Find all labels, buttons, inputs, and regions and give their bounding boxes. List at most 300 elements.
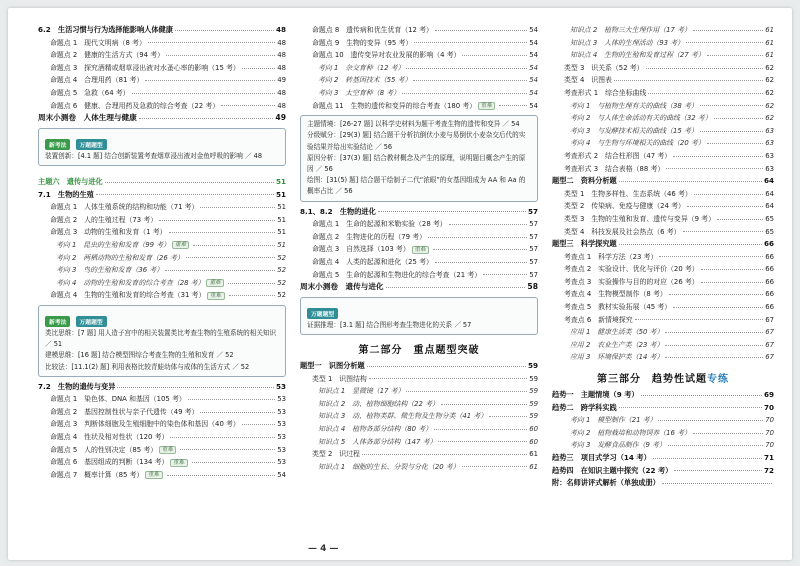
difficulty-tag: 重难 [412,246,429,254]
dot-leader [700,105,763,106]
dot-leader [117,387,274,388]
dot-leader [666,168,763,169]
toc-section [300,24,538,112]
entry-title: 题型一 识图分析题 [300,360,365,370]
entry-page: 59 [529,412,538,421]
dot-leader [686,42,763,43]
toc-entry [38,252,286,265]
entry-title: 考查形式 1 综合坐标曲线 [564,88,647,97]
entry-page: 48 [277,51,286,60]
dot-leader [413,80,527,81]
entry-title: 主题六 遗传与进化 [38,176,103,186]
entry-title: 命题点 1 染色体、DNA 和基因（105 考） [50,395,186,404]
entry-title: 类型 3 识关系（52 考） [564,63,644,72]
dot-leader [693,30,763,31]
entry-title: 考向 2 植物栽培和动物饲养（16 考） [570,428,691,437]
entry-title: 类型 2 传染病、免疫与健康（24 考） [564,202,685,211]
dot-leader [707,55,764,56]
entry-title: 知识点 1 细胞的生长、分裂与分化（20 考） [318,462,460,471]
entry-page: 62 [765,88,774,97]
dot-leader [659,256,763,257]
toc-entry [38,214,286,227]
entry-page: 48 [277,88,286,97]
dot-leader [242,68,275,69]
toc-entry [38,277,286,290]
toc-entry [300,360,538,373]
entry-title: 题型三 科学探究题 [552,239,617,249]
entry-title: 知识点 5 人体各部分结构（147 考） [318,437,437,446]
dot-leader [641,395,762,396]
entry-title: 趋势三 项目式学习（14 考） [552,453,651,462]
dot-leader [221,105,275,106]
toc-entry [552,112,774,125]
dot-leader [668,445,763,446]
entry-page: 48 [277,63,286,72]
toc-entry [552,414,774,427]
entry-page: 61 [765,51,774,60]
difficulty-tag: 重难 [145,471,162,479]
dot-leader [646,68,764,69]
entry-title: 类型 1 生物多样性、生态系统（46 考） [564,189,692,198]
dot-leader [665,357,763,358]
entry-title: 趋势二 跨学科实践 [552,402,617,412]
dot-leader [483,274,527,275]
entry-title: 类型 1 识图结构 [312,374,367,383]
toc-entry [38,176,286,189]
dot-leader [619,181,762,182]
toc-entry [38,24,286,37]
dot-leader [175,30,274,31]
entry-title: 命题点 9 生物的变异（95 考） [312,38,413,47]
toc-entry [38,393,286,406]
dot-leader [665,332,763,333]
toc-entry [552,163,774,176]
toc-entry [552,351,774,364]
entry-title: 考向 2 转基因技术（55 考） [318,76,412,85]
dot-leader [369,378,527,379]
entry-title: 命题点 2 健康的生活方式（94 考） [50,51,165,60]
entry-page: 52 [277,291,286,300]
part-title: 第三部分 趋势性试题 [597,374,707,386]
dot-leader [386,287,526,288]
entry-title: 命题点 6 基因组成的判断（134 考） [50,458,169,467]
dot-leader [188,399,275,400]
dot-leader [717,219,763,220]
dot-leader [700,131,763,132]
dot-leader [139,118,274,119]
dot-leader [693,433,763,434]
entry-page: 52 [277,253,286,262]
column-1 [38,24,286,481]
toc-entry [552,226,774,239]
entry-title: 知识点 1 显微镜（17 考） [318,387,405,396]
entry-title: 命题点 4 生物的生殖和发育的综合考查（31 考） [50,291,206,300]
entry-title: 类型 4 科技发展及社会热点（6 考） [564,227,681,236]
tip-text: 分级赋分：[29(3) 题] 结合题干分析抗倒伏小麦与易倒伏小麦杂交后代的实验结果并给出实验结论 ／ 56 [307,131,526,151]
toc-entry [552,263,774,276]
dot-leader [658,420,763,421]
toc-entry [300,100,538,113]
entry-page: 58 [527,282,538,292]
entry-page: 51 [277,203,286,212]
toc-entry [300,461,538,474]
dot-leader [132,93,276,94]
dot-leader [145,80,275,81]
dot-leader [169,232,276,233]
entry-title: 考查形式 2 结合柱形图（47 考） [564,151,672,160]
toc-entry [38,49,286,62]
entry-page: 71 [763,453,774,462]
toc-entry [552,150,774,163]
tip-text: 类比思维：[7 题] 用人造子宫中的相关装置类比考查生物的生殖系统的相关知识 ／ 51 [45,328,277,349]
dot-leader [165,270,275,271]
dot-leader [159,220,275,221]
toc-entry [552,37,774,50]
tip-text: 原因分析：[37(3) 题] 结合教材概念及产生的原理，说明题目概念产生的原因 ／ 56 [307,153,526,173]
entry-title: 命题点 1 现代文明病（8 考） [50,38,146,47]
entry-title: 趋势一 主题情境（9 考） [552,390,639,400]
entry-page: 59 [529,387,538,396]
entry-title: 命题点 8 遗传病和优生优育（12 考） [312,26,433,34]
dot-leader [362,454,527,455]
toc-entry [300,410,538,423]
entry-page: 70 [763,402,774,412]
tip-text: 绘图：[31(5) 题] 结合题干绘制子二代“浓眼”的女基因组成为 AA 和 Aa 的概率占比 ／ 56 [307,176,526,196]
dot-leader [435,262,527,263]
column-3 [552,24,774,490]
toc-entry [552,100,774,113]
entry-title: 命题点 2 人的生殖过程（73 考） [50,215,158,224]
entry-title: 考查点 4 生物模型制作（8 考） [564,290,667,299]
entry-page: 48 [277,101,286,110]
entry-page: 59 [529,399,538,408]
dot-leader [489,416,527,417]
toc-entry [552,74,774,87]
toc-section [552,24,774,364]
tip-box [38,305,286,377]
entry-page: 62 [765,114,774,123]
toc-entry [552,402,774,415]
dot-leader [619,407,762,408]
entry-title: 类型 2 识过程 [312,450,360,459]
part-heading: 第二部分 重点题型突破 [358,344,480,356]
entry-title: 7.1 生物的生殖 [38,189,94,199]
entry-title: 知识点 3 人体的生理活动（93 考） [570,38,685,47]
entry-title: 命题点 4 性状及相对性状（120 考） [50,433,169,442]
toc-entry [552,24,774,37]
entry-page: 53 [277,445,286,454]
tip-text: 建模思维：[16 题] 结合模型图综合考查生物的生殖和发育 ／ 52 [45,351,234,360]
entry-page: 69 [763,390,774,400]
entry-page: 59 [527,360,538,370]
toc-entry [300,231,538,244]
toc-entry [552,427,774,440]
entry-page: 66 [765,290,774,299]
difficulty-tag: 重难 [159,446,176,454]
entry-page: 63 [765,151,774,160]
entry-title: 应用 2 农业生产类（23 考） [570,340,664,349]
toc-entry [552,477,774,490]
dot-leader [435,30,527,31]
entry-page: 57 [527,206,538,216]
entry-title: 考向 1 昆虫的生殖和发育（99 考） [56,240,171,249]
entry-title: 考向 2 两栖动物的生殖和发育（26 考） [56,253,184,262]
toc-entry [38,289,286,302]
entry-page: 62 [765,63,774,72]
toc-section [552,389,774,490]
entry-page: 70 [765,416,774,425]
dot-leader [441,404,527,405]
toc-entry [38,469,286,482]
toc-section [38,24,286,125]
toc-section [300,206,538,294]
entry-page: 66 [765,252,774,261]
entry-page: 67 [765,328,774,337]
entry-page: 67 [765,340,774,349]
toc-entry [38,264,286,277]
entry-title: 考向 1 杂交育种（12 考） [318,63,405,72]
dot-leader [96,194,274,195]
entry-title: 趋势四 在知识主题中探究（22 考） [552,465,673,475]
entry-title: 考查点 2 实验设计、优化与评价（20 考） [564,265,699,274]
toc-entry [552,49,774,62]
entry-title: 命题点 2 基因控制性状与亲子代遗传（49 考） [50,407,199,416]
entry-page: 65 [765,227,774,236]
dot-leader [378,211,526,212]
entry-title: 命题点 5 急救（64 考） [50,88,130,97]
entry-title: 周末小测卷 人体生理与健康 [38,113,137,123]
entry-title: 命题点 6 健康、合理用药及急救的综合考查（22 考） [50,101,220,110]
toc-entry [300,448,538,461]
dot-leader [701,269,764,270]
question-type-badge: 万题题型 [76,139,107,150]
toc-entry [38,37,286,50]
dot-leader [499,105,527,106]
dot-leader [433,249,527,250]
dot-leader [438,441,527,442]
entry-title: 考向 4 动物的生殖和发育的综合考查（28 考） [56,278,205,287]
dot-leader [406,68,527,69]
toc-entry [300,385,538,398]
entry-page: 51 [277,215,286,224]
entry-page: 61 [765,26,774,34]
toc-entry [38,62,286,75]
entry-page: 52 [277,266,286,275]
dot-leader [242,424,275,425]
entry-page: 64 [763,176,774,186]
entry-page: 51 [277,240,286,249]
entry-page: 66 [763,239,774,249]
toc-section [38,381,286,482]
toc-entry [38,87,286,100]
dot-leader [669,294,763,295]
dot-leader [673,156,763,157]
entry-page: 53 [277,420,286,429]
entry-page: 65 [765,214,774,223]
entry-title: 附：名师讲评式解析（单独成册） [552,478,660,488]
entry-page: 64 [765,189,774,198]
column-2 [300,24,538,473]
entry-page: 54 [277,470,286,479]
toc-entry [300,256,538,269]
entry-page: 70 [765,441,774,450]
entry-page: 63 [765,164,774,173]
dot-leader [193,245,275,246]
toc-entry [300,423,538,436]
entry-page: 54 [529,38,538,47]
toc-entry [552,62,774,75]
dot-leader [229,295,276,296]
entry-title: 考向 1 模型制作（21 考） [570,416,657,425]
dot-leader [414,42,527,43]
entry-title: 命题点 7 概率计算（85 考） [50,470,144,479]
toc-entry [300,24,538,37]
entry-title: 命题点 10 遗传变异对农业发展的影响（4 考） [312,51,461,60]
entry-title: 考查形式 3 结合表格（88 考） [564,164,665,173]
entry-page: 62 [765,101,774,110]
toc-entry [552,301,774,314]
entry-title: 知识点 4 生物的生殖和发育过程（27 考） [570,51,705,60]
entry-page: 62 [765,76,774,85]
entry-title: 类型 3 生物的生殖和发育、遗传与变异（9 考） [564,214,715,223]
entry-page: 70 [765,428,774,437]
entry-title: 命题点 3 自然选择（103 考） [312,245,410,254]
entry-title: 命题点 4 合理用药（81 考） [50,76,144,85]
entry-title: 考查点 5 教材实验拓展（45 考） [564,303,672,312]
entry-title: 命题点 3 动物的生殖和发育（1 考） [50,228,167,237]
dot-leader [619,244,762,245]
entry-page: 60 [529,424,538,433]
toc-entry [552,452,774,465]
dot-leader [428,237,527,238]
entry-page: 64 [765,202,774,211]
difficulty-tag: 重难 [207,292,224,300]
entry-page: 61 [529,462,538,471]
question-type-badge: 万题题型 [307,308,338,319]
entry-page: 53 [275,381,286,391]
entry-page: 67 [765,315,774,324]
entry-page: 53 [277,407,286,416]
toc-section [38,176,286,302]
toc-entry [38,418,286,431]
dot-leader [186,257,275,258]
dot-leader [665,345,763,346]
entry-title: 7.2 生物的遗传与变异 [38,381,116,391]
entry-title: 考向 3 太空育种（8 考） [318,88,401,97]
tip-text: 主题情境：[26-27 题] 以科学史材料为题干考查生物的遗传和变异 ／ 54 [307,120,520,129]
entry-page: 61 [529,450,538,459]
entry-title: 题型二 资料分析题 [552,176,617,186]
dot-leader [694,194,763,195]
entry-title: 知识点 2 植物三大生理作用（17 考） [570,26,691,34]
toc-entry [38,239,286,252]
dot-leader [228,283,276,284]
part-title-accent: 专练 [707,374,729,386]
dot-leader [674,470,762,471]
entry-page: 57 [529,270,538,279]
toc-entry [552,238,774,251]
toc-entry [552,188,774,201]
tip-text: 比较法：[11.1(2) 题] 利用表格比较青蛙幼体与成体的生活方式 ／ 52 [45,362,250,371]
entry-title: 考查点 3 实验操作与目的的对应（26 考） [564,277,699,286]
difficulty-tag: 重难 [478,102,495,110]
dot-leader [614,80,763,81]
entry-title: 类型 4 识图表 [564,76,612,85]
toc-entry [300,373,538,386]
toc-entry [300,206,538,219]
entry-page: 63 [765,126,774,135]
tip-text: 证据推理：[3.1 题] 结合图形考查生物进化的关系 ／ 57 [307,320,472,329]
toc-entry [552,87,774,100]
entry-page: 59 [529,374,538,383]
entry-page: 49 [277,76,286,85]
entry-page: 66 [765,265,774,274]
entry-page: 53 [277,395,286,404]
toc-entry [552,276,774,289]
dot-leader [434,429,527,430]
toc-entry [38,201,286,214]
entry-page: 66 [765,303,774,312]
toc-entry [300,269,538,282]
toc-entry [552,439,774,452]
entry-title: 命题点 11 生物的遗传和变异的综合考查（180 考） [312,101,477,110]
toc-entry [552,213,774,226]
toc-entry [552,314,774,327]
entry-title: 考向 2 与人体生命活动有关的曲线（32 考） [570,114,712,123]
toc-entry [552,200,774,213]
entry-title: 考向 1 与植物生理有关的曲线（38 考） [570,101,698,110]
entry-title: 命题点 1 生命的起源和米勒实验（28 考） [312,220,447,229]
entry-title: 考向 3 发酵食品制作（9 考） [570,441,666,450]
toc-entry [38,444,286,457]
entry-page: 48 [275,25,286,34]
entry-page: 51 [275,189,286,199]
entry-title: 考向 3 与发酵技术相关的曲线（15 考） [570,126,698,135]
dot-leader [166,55,275,56]
entry-title: 应用 3 环境保护类（14 考） [570,353,664,362]
toc-entry [38,406,286,419]
dot-leader [714,118,764,119]
toc-entry [300,37,538,50]
dot-leader [701,282,764,283]
entry-page: 54 [529,76,538,85]
toc-entry [38,189,286,202]
toc-entry [300,243,538,256]
dot-leader [148,42,275,43]
entry-page: 67 [765,353,774,362]
dot-leader [192,462,276,463]
tip-box [300,297,538,335]
entry-page: 54 [529,63,538,72]
dot-leader [707,143,764,144]
tip-box [300,115,538,201]
tip-box [38,128,286,166]
question-type-badge: 万题题型 [76,316,107,327]
entry-page: 51 [277,228,286,237]
toc-entry [552,251,774,264]
entry-page: 54 [529,26,538,34]
contents-page [8,8,792,560]
entry-title: 命题点 5 生命的起源和生物进化的综合考查（21 考） [312,270,482,279]
toc-entry [300,62,538,75]
entry-page: 49 [275,113,286,123]
dot-leader [367,366,526,367]
entry-title: 6.2 生活习惯与行为选择能影响人体健康 [38,25,173,34]
dot-leader [462,466,528,467]
entry-title: 8.1、8.2 生物的进化 [300,206,376,216]
new-method-badge: 新考法 [45,139,70,150]
entry-page: 52 [277,278,286,287]
